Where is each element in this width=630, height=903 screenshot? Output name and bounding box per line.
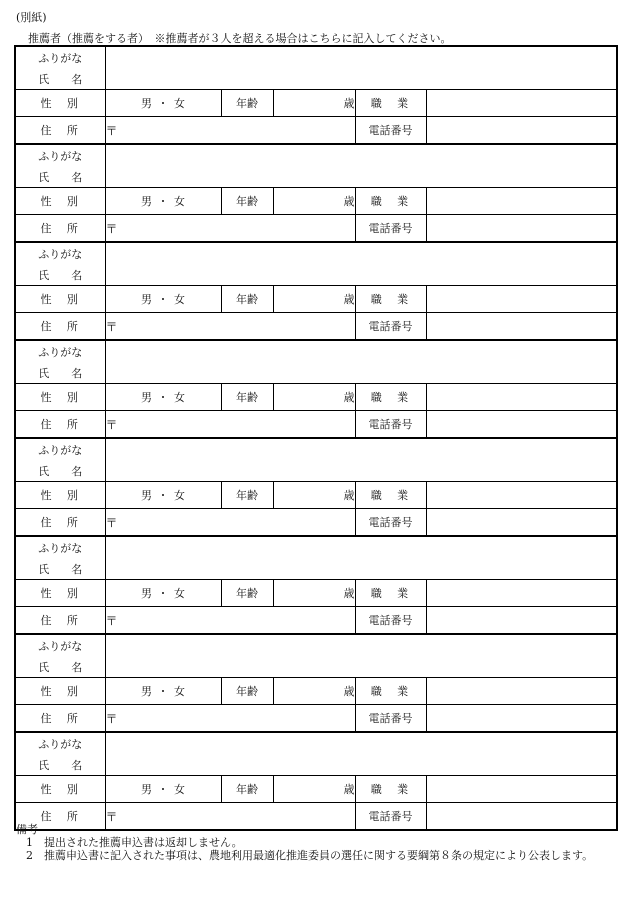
note-text: 提出された推薦申込書は返却しません。 — [44, 836, 243, 849]
age-field[interactable]: 歳 — [273, 384, 355, 411]
furigana-label: ふりがな — [38, 737, 83, 751]
address-field[interactable]: 〒 — [105, 411, 355, 439]
occupation-field[interactable] — [426, 776, 617, 803]
phone-label: 電話番号 — [355, 509, 426, 537]
name-label: 氏 名 — [38, 660, 88, 674]
sex-label: 性 別 — [15, 580, 105, 607]
name-label-cell — [15, 144, 105, 188]
age-label: 年齢 — [221, 580, 273, 607]
age-field[interactable]: 歳 — [273, 90, 355, 117]
sex-field[interactable]: 男 ・ 女 — [105, 384, 221, 411]
sex-field[interactable]: 男 ・ 女 — [105, 580, 221, 607]
sex-field[interactable]: 男 ・ 女 — [105, 776, 221, 803]
occupation-label: 職 業 — [355, 580, 426, 607]
age-label: 年齢 — [221, 776, 273, 803]
age-label: 年齢 — [221, 286, 273, 313]
name-label-cell — [15, 242, 105, 286]
furigana-label: ふりがな — [38, 345, 83, 359]
name-label-cell — [15, 536, 105, 580]
recommender-entry — [15, 536, 617, 634]
page-label: (別紙) — [16, 11, 47, 24]
address-field[interactable]: 〒 — [105, 803, 355, 831]
occupation-label: 職 業 — [355, 286, 426, 313]
name-field[interactable] — [105, 634, 617, 678]
name-field[interactable] — [105, 536, 617, 580]
phone-field[interactable] — [426, 313, 617, 341]
recommender-entry — [15, 144, 617, 242]
sex-field[interactable]: 男 ・ 女 — [105, 482, 221, 509]
address-field[interactable]: 〒 — [105, 509, 355, 537]
name-label: 氏 名 — [38, 464, 88, 478]
furigana-label: ふりがな — [38, 541, 83, 555]
address-field[interactable]: 〒 — [105, 117, 355, 145]
occupation-label: 職 業 — [355, 482, 426, 509]
address-label: 住 所 — [15, 607, 105, 635]
note-item — [22, 836, 616, 849]
occupation-field[interactable] — [426, 286, 617, 313]
occupation-field[interactable] — [426, 580, 617, 607]
phone-field[interactable] — [426, 411, 617, 439]
address-label: 住 所 — [15, 803, 105, 831]
recommender-entry — [15, 340, 617, 438]
name-label-cell — [15, 732, 105, 776]
occupation-field[interactable] — [426, 678, 617, 705]
name-label: 氏 名 — [38, 170, 88, 184]
name-field[interactable] — [105, 144, 617, 188]
name-field[interactable] — [105, 732, 617, 776]
phone-field[interactable] — [426, 705, 617, 733]
sex-label: 性 別 — [15, 188, 105, 215]
occupation-field[interactable] — [426, 188, 617, 215]
furigana-label: ふりがな — [38, 149, 83, 163]
age-field[interactable]: 歳 — [273, 286, 355, 313]
age-label: 年齢 — [221, 188, 273, 215]
name-field[interactable] — [105, 340, 617, 384]
name-field[interactable] — [105, 438, 617, 482]
phone-label: 電話番号 — [355, 215, 426, 243]
address-label: 住 所 — [15, 215, 105, 243]
occupation-field[interactable] — [426, 482, 617, 509]
recommender-entry — [15, 46, 617, 144]
phone-label: 電話番号 — [355, 411, 426, 439]
phone-label: 電話番号 — [355, 705, 426, 733]
address-label: 住 所 — [15, 509, 105, 537]
name-label: 氏 名 — [38, 562, 88, 576]
age-label: 年齢 — [221, 482, 273, 509]
sex-label: 性 別 — [15, 286, 105, 313]
note-text: 推薦申込書に記入された事項は、農地利用最適化推進委員の選任に関する要綱第８条の規定により公表します。 — [44, 849, 594, 862]
sex-label: 性 別 — [15, 384, 105, 411]
name-field[interactable] — [105, 242, 617, 286]
phone-label: 電話番号 — [355, 313, 426, 341]
sex-label: 性 別 — [15, 678, 105, 705]
address-field[interactable]: 〒 — [105, 607, 355, 635]
name-label: 氏 名 — [38, 268, 88, 282]
notes-title: 備考 — [16, 823, 38, 836]
name-label: 氏 名 — [38, 758, 88, 772]
sex-label: 性 別 — [15, 482, 105, 509]
phone-field[interactable] — [426, 215, 617, 243]
address-label: 住 所 — [15, 117, 105, 145]
age-field[interactable]: 歳 — [273, 678, 355, 705]
occupation-label: 職 業 — [355, 384, 426, 411]
age-label: 年齢 — [221, 384, 273, 411]
phone-field[interactable] — [426, 117, 617, 145]
name-label-cell — [15, 46, 105, 90]
address-label: 住 所 — [15, 411, 105, 439]
occupation-field[interactable] — [426, 90, 617, 117]
sex-field[interactable]: 男 ・ 女 — [105, 286, 221, 313]
sex-field[interactable]: 男 ・ 女 — [105, 90, 221, 117]
occupation-label: 職 業 — [355, 678, 426, 705]
phone-label: 電話番号 — [355, 803, 426, 831]
address-label: 住 所 — [15, 705, 105, 733]
sex-field[interactable]: 男 ・ 女 — [105, 188, 221, 215]
occupation-field[interactable] — [426, 384, 617, 411]
furigana-label: ふりがな — [38, 247, 83, 261]
phone-label: 電話番号 — [355, 117, 426, 145]
phone-field[interactable] — [426, 607, 617, 635]
furigana-label: ふりがな — [38, 51, 83, 65]
age-field[interactable]: 歳 — [273, 776, 355, 803]
age-label: 年齢 — [221, 678, 273, 705]
recommender-entry — [15, 634, 617, 732]
recommender-entry — [15, 438, 617, 536]
intro-text: 推薦者（推薦をする者） ※推薦者が３人を超える場合はこちらに記入してください。 — [28, 32, 452, 45]
name-label-cell — [15, 438, 105, 482]
age-field[interactable]: 歳 — [273, 482, 355, 509]
furigana-label: ふりがな — [38, 443, 83, 457]
name-label-cell — [15, 634, 105, 678]
recommender-entry — [15, 732, 617, 830]
age-field[interactable]: 歳 — [273, 188, 355, 215]
occupation-label: 職 業 — [355, 776, 426, 803]
name-label: 氏 名 — [38, 366, 88, 380]
note-number: 2 — [26, 849, 33, 862]
address-label: 住 所 — [15, 313, 105, 341]
note-number: 1 — [26, 836, 33, 849]
address-field[interactable]: 〒 — [105, 313, 355, 341]
furigana-label: ふりがな — [38, 639, 83, 653]
sex-label: 性 別 — [15, 776, 105, 803]
age-field[interactable]: 歳 — [273, 580, 355, 607]
recommender-table — [14, 45, 618, 831]
sex-field[interactable]: 男 ・ 女 — [105, 678, 221, 705]
address-field[interactable]: 〒 — [105, 705, 355, 733]
occupation-label: 職 業 — [355, 188, 426, 215]
note-item — [22, 849, 616, 862]
phone-label: 電話番号 — [355, 607, 426, 635]
address-field[interactable]: 〒 — [105, 215, 355, 243]
name-label: 氏 名 — [38, 72, 88, 86]
phone-field[interactable] — [426, 509, 617, 537]
age-label: 年齢 — [221, 90, 273, 117]
notes-section — [16, 823, 616, 862]
name-field[interactable] — [105, 46, 617, 90]
sex-label: 性 別 — [15, 90, 105, 117]
occupation-label: 職 業 — [355, 90, 426, 117]
name-label-cell — [15, 340, 105, 384]
recommender-entry — [15, 242, 617, 340]
